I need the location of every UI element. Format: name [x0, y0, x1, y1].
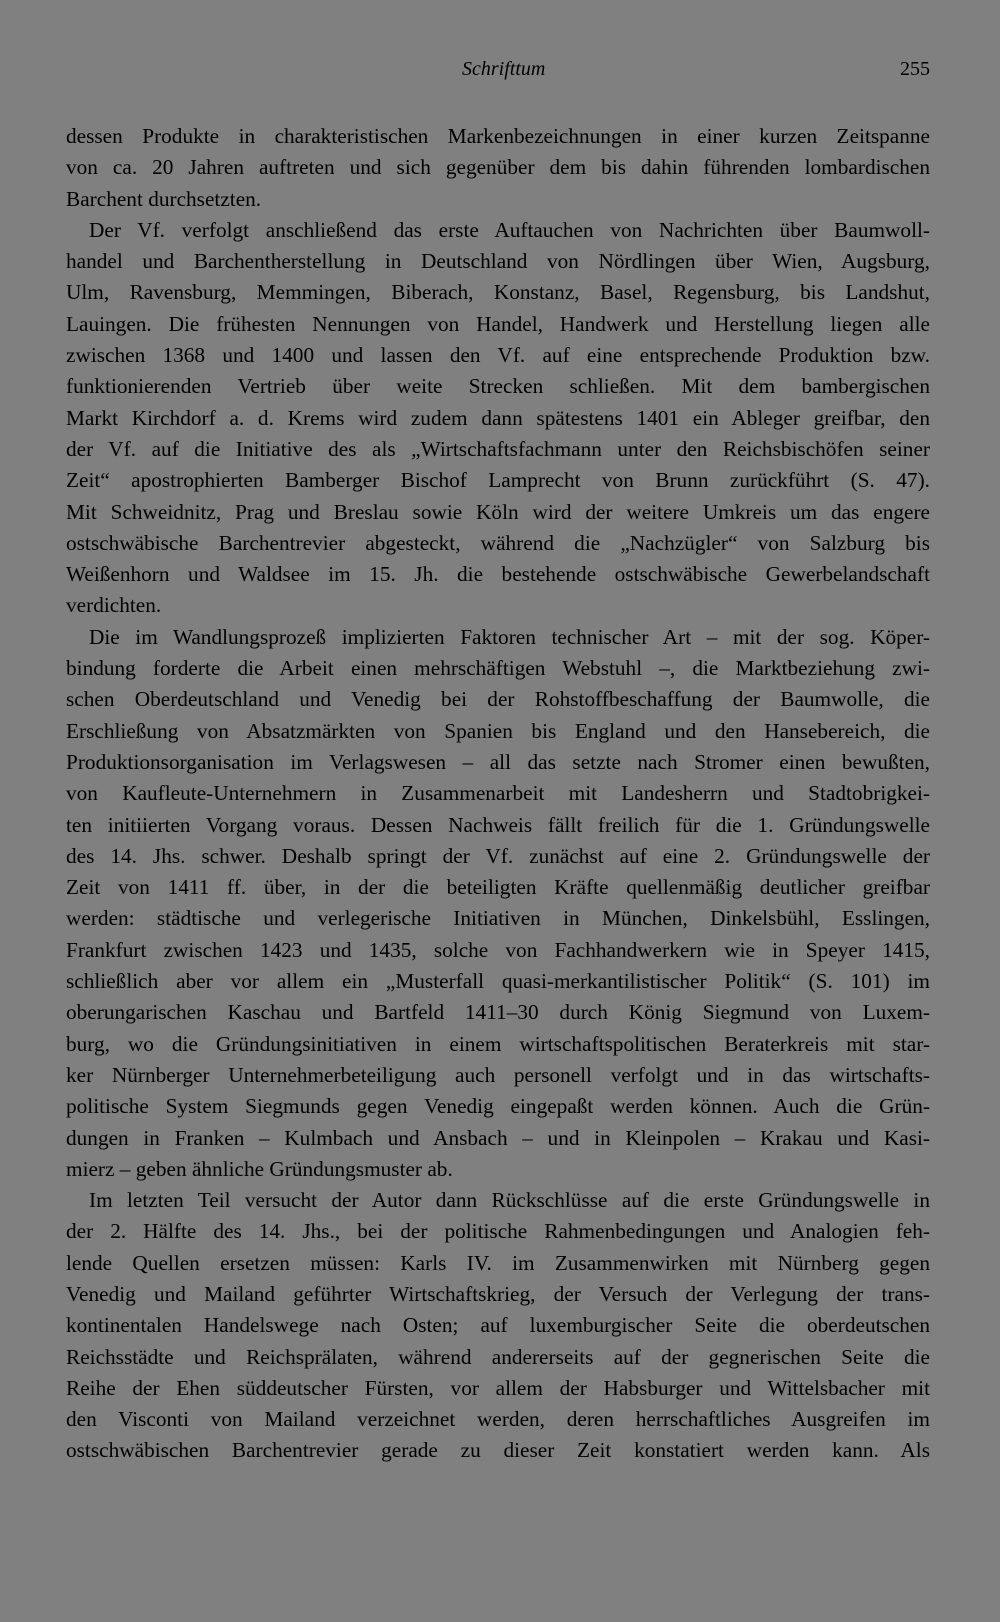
text-line: politische System Siegmunds gegen Venedig eingepaßt werden können. Auch die Grün-: [66, 1094, 930, 1119]
text-line: mierz – geben ähnliche Gründungsmuster ab.: [66, 1156, 453, 1181]
text-line: schen Oberdeutschland und Venedig bei der Rohstoffbeschaffung der Baumwolle, die: [66, 687, 930, 712]
text-line: von Kaufleute-Unternehmern in Zusammenarbeit mit Landesherrn und Stadtobrigkei-: [66, 781, 930, 806]
text-line: schließlich aber vor allem ein „Musterfall quasi-merkantilistischer Politik“ (S. 101) im: [66, 969, 930, 994]
text-line: Lauingen. Die frühesten Nennungen von Handel, Handwerk und Herstellung liegen alle: [66, 311, 930, 336]
text-line: Barchent durchsetzten.: [66, 186, 262, 211]
text-line: Mit Schweidnitz, Prag und Breslau sowie Köln wird der weitere Umkreis um das engere: [66, 499, 930, 524]
text-line: Markt Kirchdorf a. d. Krems wird zudem dann spätestens 1401 ein Ableger greifbar, den: [66, 405, 930, 430]
text-line: werden: städtische und verlegerische Initiativen in München, Dinkelsbühl, Esslingen,: [66, 906, 930, 931]
text-line: handel und Barchentherstellung in Deutschland von Nördlingen über Wien, Augsburg,: [66, 249, 930, 274]
text-line: verdichten.: [66, 593, 162, 618]
text-line: ker Nürnberger Unternehmerbeteiligung auch personell verfolgt und in das wirtschafts-: [66, 1062, 930, 1087]
text-line: zwischen 1368 und 1400 und lassen den Vf. auf eine entsprechende Produktion bzw.: [66, 343, 930, 368]
text-line: kontinentalen Handelswege nach Osten; auf luxemburgischer Seite die oberdeutschen: [66, 1313, 930, 1338]
text-line: Ulm, Ravensburg, Memmingen, Biberach, Konstanz, Basel, Regensburg, bis Landshut,: [66, 280, 930, 305]
text-line: Zeit von 1411 ff. über, in der die beteiligten Kräfte quellenmäßig deutlicher greifbar: [66, 875, 930, 900]
running-title: Schrifttum: [462, 58, 546, 80]
page-number: 255: [900, 58, 930, 80]
text-line: Reihe der Ehen süddeutscher Fürsten, vor allem der Habsburger und Wittelsbacher mit: [66, 1375, 930, 1400]
text-line: burg, wo die Gründungsinitiativen in einem wirtschaftspolitischen Beraterkreis mit star-: [66, 1031, 930, 1056]
text-line: ostschwäbische Barchentrevier abgesteckt, während die „Nachzügler“ von Salzburg bis: [66, 530, 930, 555]
text-line: Weißenhorn und Waldsee im 15. Jh. die bestehende ostschwäbische Gewerbelandschaft: [66, 562, 930, 587]
text-line: funktionierenden Vertrieb über weite Strecken schließen. Mit dem bambergischen: [66, 374, 930, 399]
text-line: bindung forderte die Arbeit einen mehrschäftigen Webstuhl –, die Marktbeziehung zwi-: [66, 656, 930, 681]
text-line: des 14. Jhs. schwer. Deshalb springt der Vf. zunächst auf eine 2. Gründungswelle der: [66, 843, 930, 868]
text-line: oberungarischen Kaschau und Bartfeld 1411–30 durch König Siegmund von Luxem-: [66, 1000, 930, 1025]
text-line: Produktionsorganisation im Verlagswesen – all das setzte nach Stromer einen bewußten,: [66, 749, 930, 774]
text-line: Im letzten Teil versucht der Autor dann Rückschlüsse auf die erste Gründungswelle in: [89, 1188, 930, 1213]
body-text: [66, 121, 930, 1467]
text-line: Frankfurt zwischen 1423 und 1435, solche von Fachhandwerkern wie in Speyer 1415,: [66, 937, 930, 962]
text-line: Zeit“ apostrophierten Bamberger Bischof Lamprecht von Brunn zurückführt (S. 47).: [66, 468, 930, 493]
text-line: Erschließung von Absatzmärkten von Spanien bis England und den Hansebereich, die: [66, 718, 930, 743]
text-line: Die im Wandlungsprozeß implizierten Faktoren technischer Art – mit der sog. Köper-: [89, 624, 930, 649]
text-line: den Visconti von Mailand verzeichnet werden, deren herrschaftliches Ausgreifen im: [66, 1407, 930, 1432]
text-line: lende Quellen ersetzen müssen: Karls IV. im Zusammenwirken mit Nürnberg gegen: [66, 1250, 930, 1275]
text-line: Venedig und Mailand geführter Wirtschaftskrieg, der Versuch der Verlegung der trans-: [66, 1281, 930, 1306]
text-line: ostschwäbischen Barchentrevier gerade zu dieser Zeit konstatiert werden kann. Als: [66, 1438, 930, 1463]
text-line: der 2. Hälfte des 14. Jhs., bei der politische Rahmenbedingungen und Analogien feh-: [66, 1219, 930, 1244]
text-line: dessen Produkte in charakteristischen Markenbezeichnungen in einer kurzen Zeitspanne: [66, 124, 930, 148]
text-line: Der Vf. verfolgt anschließend das erste Auftauchen von Nachrichten über Baumwoll-: [89, 217, 930, 242]
running-header: [0, 58, 1000, 88]
text-line: dungen in Franken – Kulmbach und Ansbach – und in Kleinpolen – Krakau und Kasi-: [66, 1125, 930, 1150]
text-line: Reichsstädte und Reichsprälaten, während andererseits auf der gegnerischen Seite die: [66, 1344, 930, 1369]
text-line: ten initiierten Vorgang voraus. Dessen Nachweis fällt freilich für die 1. Gründungswelle: [66, 812, 930, 837]
text-line: der Vf. auf die Initiative des als „Wirtschaftsfachmann unter den Reichsbischöfen seiner: [66, 436, 930, 461]
text-line: von ca. 20 Jahren auftreten und sich gegenüber dem bis dahin führenden lombardischen: [66, 155, 930, 180]
